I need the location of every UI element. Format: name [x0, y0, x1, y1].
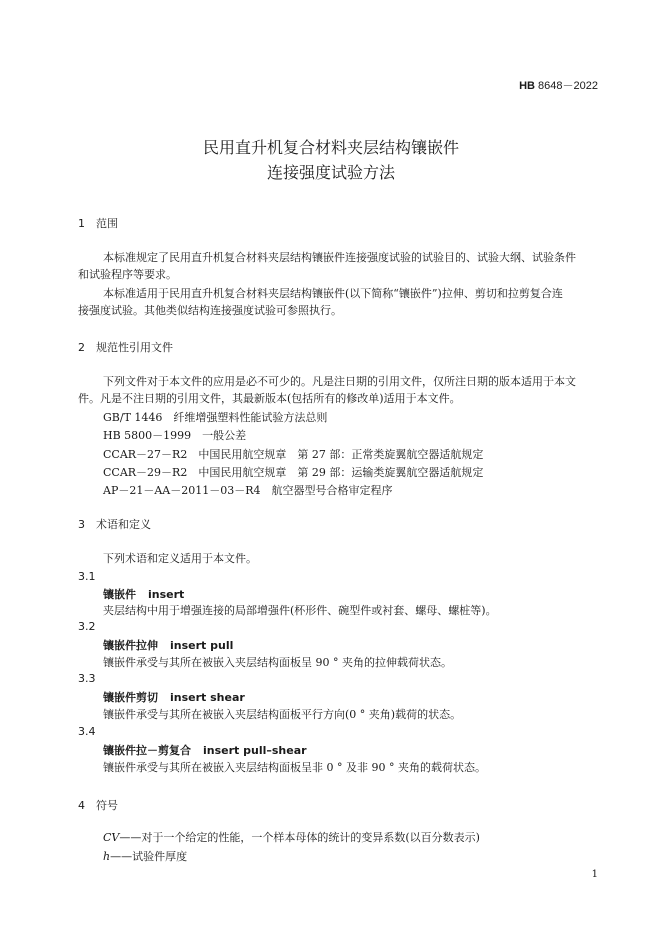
standard-code: 8648－2022	[538, 80, 598, 92]
paragraph-line: 下列文件对于本文件的应用是必不可少的。凡是注日期的引用文件，仅所注日期的版本适用于本文	[103, 375, 576, 388]
section-1-heading	[78, 215, 118, 231]
document-title-line1: 民用直升机复合材料夹层结构镶嵌件	[202, 138, 459, 157]
symbol: CV	[103, 831, 120, 844]
term-number: 3.1	[78, 570, 96, 583]
term-number: 3.4	[78, 725, 96, 738]
paragraph-line: 下列术语和定义适用于本文件。	[103, 552, 257, 565]
term-definition: 夹层结构中用于增强连接的局部增强件(杯形件、碗型件或衬套、螺母、螺桩等)。	[103, 604, 497, 617]
paragraph-line: 和试验程序等要求。	[78, 268, 177, 281]
symbol-definition: ——试验件厚度	[110, 850, 188, 863]
reference-item: CCAR－27－R2 中国民用航空规章 第 27 部：正常类旋翼航空器适航规定	[103, 448, 484, 461]
term-heading	[103, 689, 245, 705]
term-definition: 镶嵌件承受与其所在被嵌入夹层结构面板呈非 0 ° 及非 90 ° 夹角的载荷状态。	[103, 761, 486, 774]
reference-item: HB 5800－1999 一般公差	[103, 429, 247, 442]
term-en: insert shear	[170, 691, 245, 704]
symbol: h	[103, 850, 111, 863]
standard-prefix: HB	[519, 80, 535, 92]
section-number: 2	[78, 341, 85, 354]
paragraph-line: 接强度试验。其他类似结构连接强度试验可参照执行。	[78, 304, 342, 317]
term-zh: 镶嵌件拉伸	[103, 639, 158, 652]
section-2-heading	[78, 339, 173, 355]
term-definition: 镶嵌件承受与其所在被嵌入夹层结构面板平行方向(0 ° 夹角)载荷的状态。	[103, 708, 462, 721]
section-number: 4	[78, 799, 85, 812]
term-en: insert pull	[170, 639, 234, 652]
page-number: 1	[591, 869, 598, 880]
term-number: 3.2	[78, 620, 96, 633]
term-heading	[103, 637, 233, 653]
term-definition: 镶嵌件承受与其所在被嵌入夹层结构面板呈 90 ° 夹角的拉伸载荷状态。	[103, 656, 452, 669]
section-title: 范围	[96, 217, 118, 230]
term-zh: 镶嵌件剪切	[103, 691, 158, 704]
reference-item: CCAR－29－R2 中国民用航空规章 第 29 部：运输类旋翼航空器适航规定	[103, 466, 484, 479]
section-title: 规范性引用文件	[96, 341, 173, 354]
symbol-definition: ——对于一个给定的性能，一个样本母体的统计的变异系数(以百分数表示)	[119, 831, 480, 844]
section-title: 术语和定义	[96, 518, 151, 531]
section-number: 1	[78, 217, 85, 230]
standard-number	[519, 77, 598, 93]
reference-item: AP－21－AA－2011－03－R4 航空器型号合格审定程序	[103, 484, 393, 497]
section-3-heading	[78, 516, 151, 532]
reference-item: GB/T 1446 纤维增强塑料性能试验方法总则	[103, 411, 328, 424]
section-title: 符号	[96, 799, 118, 812]
paragraph-line: 本标准规定了民用直升机复合材料夹层结构镶嵌件连接强度试验的试验目的、试验大纲、试验条件	[103, 251, 576, 264]
section-number: 3	[78, 518, 85, 531]
symbol-item	[103, 829, 480, 846]
symbol-item	[103, 848, 187, 865]
term-heading	[103, 742, 307, 758]
term-zh: 镶嵌件拉－剪复合	[103, 744, 191, 757]
paragraph-line: 件。凡是不注日期的引用文件，其最新版本(包括所有的修改单)适用于本文件。	[78, 392, 461, 405]
document-title-line2: 连接强度试验方法	[266, 163, 395, 182]
term-zh: 镶嵌件	[103, 588, 136, 601]
term-number: 3.3	[78, 672, 96, 685]
term-en: insert pull–shear	[203, 744, 307, 757]
term-heading	[103, 586, 184, 602]
section-4-heading	[78, 797, 118, 813]
paragraph-line: 本标准适用于民用直升机复合材料夹层结构镶嵌件(以下简称“镶嵌件”)拉伸、剪切和拉剪复合连	[103, 287, 563, 300]
term-en: insert	[148, 588, 185, 601]
